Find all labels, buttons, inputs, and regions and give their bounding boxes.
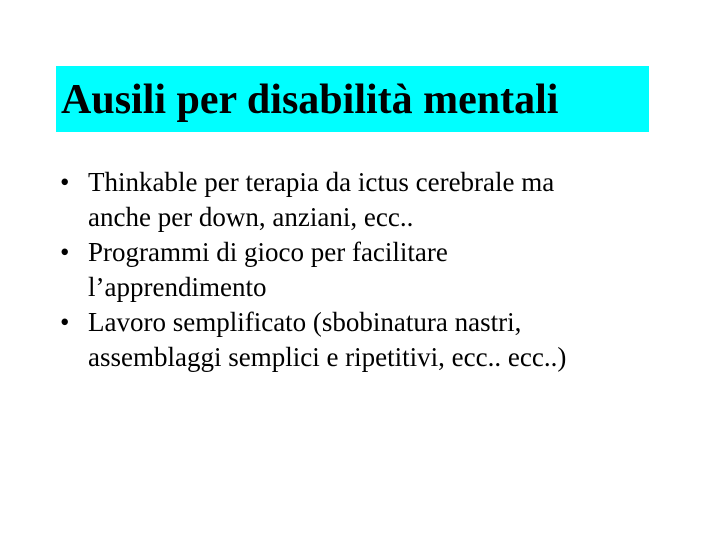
bullet-item-2 bbox=[60, 235, 700, 305]
title-box bbox=[56, 66, 649, 132]
bullet-list bbox=[60, 165, 700, 375]
bullet-icon: • bbox=[60, 237, 70, 267]
bullet-item-1 bbox=[60, 165, 700, 235]
bullet-2-line-1: Programmi di gioco per facilitare bbox=[88, 237, 448, 267]
slide-title: Ausili per disabilità mentali bbox=[61, 77, 559, 123]
bullet-3-line-2: assemblaggi semplici e ripetitivi, ecc.. ecc..) bbox=[88, 342, 567, 372]
bullet-icon: • bbox=[60, 307, 70, 337]
bullet-3-line-1: Lavoro semplificato (sbobinatura nastri, bbox=[88, 307, 522, 337]
bullet-2-line-2: l’apprendimento bbox=[88, 272, 267, 302]
bullet-1-line-2: anche per down, anziani, ecc.. bbox=[88, 202, 414, 232]
bullet-1-line-1: Thinkable per terapia da ictus cerebrale ma bbox=[88, 167, 555, 197]
bullet-item-3 bbox=[60, 305, 700, 375]
bullet-icon: • bbox=[60, 167, 70, 197]
